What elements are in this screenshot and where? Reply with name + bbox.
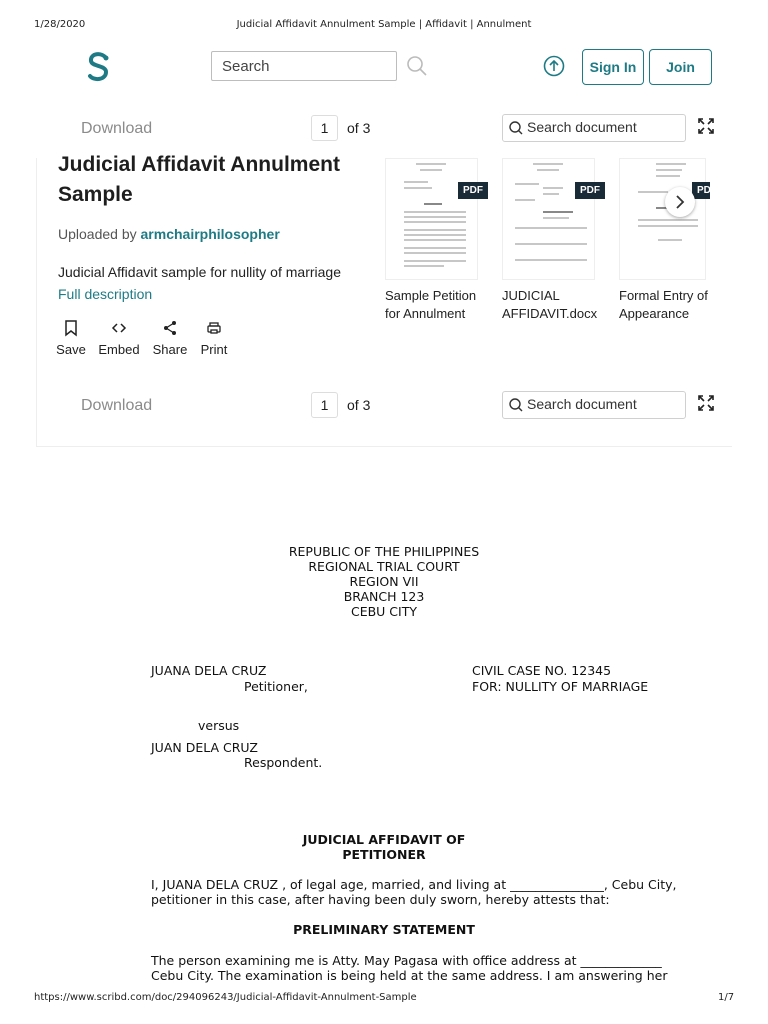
- upload-icon[interactable]: [543, 55, 565, 77]
- document-description: [58, 261, 358, 305]
- related-caption-1[interactable]: [385, 287, 495, 323]
- search-document-placeholder: Search document: [527, 119, 637, 135]
- print-label: Print: [200, 342, 228, 357]
- share-label: Share: [152, 342, 188, 357]
- full-description-link[interactable]: Full description: [58, 286, 153, 302]
- share-button[interactable]: [152, 320, 188, 357]
- scribd-logo[interactable]: [84, 50, 114, 84]
- save-button[interactable]: [56, 320, 86, 357]
- printer-icon: [207, 320, 221, 336]
- print-page-number: 1/7: [718, 992, 735, 1003]
- court-header-line: REGION VII: [349, 574, 419, 589]
- toolbar-divider: [36, 446, 732, 447]
- page-number-input[interactable]: 1: [311, 115, 338, 141]
- share-icon: [163, 320, 177, 336]
- preliminary-paragraph: [151, 953, 711, 983]
- intro-line-2: petitioner in this case, after having been duly sworn, hereby attests that:: [151, 892, 610, 907]
- petitioner-name: JUANA DELA CRUZ: [151, 663, 267, 678]
- intro-paragraph: [151, 877, 711, 907]
- print-page-title: Judicial Affidavit Annulment Sample | Affidavit | Annulment: [236, 19, 532, 30]
- download-button[interactable]: Download: [81, 120, 153, 137]
- pdf-badge-3: PDF: [692, 182, 710, 199]
- affidavit-title: [0, 832, 768, 862]
- description-text: Judicial Affidavit sample for nullity of marriage: [58, 264, 341, 280]
- uploaded-by-label: Uploaded by: [58, 226, 137, 242]
- related-caption-3-line-2: Appearance: [619, 306, 690, 321]
- preliminary-heading: PRELIMINARY STATEMENT: [293, 922, 475, 937]
- pdf-badge-2: PDF: [575, 182, 605, 199]
- prelim-line-2: Cebu City. The examination is being held at the same address. I am answering her: [151, 968, 668, 983]
- search-icon: [509, 398, 523, 412]
- court-header-line: CEBU CITY: [350, 604, 417, 619]
- related-caption-2-line-1: JUDICIAL: [502, 288, 560, 303]
- save-label: Save: [56, 342, 86, 357]
- embed-button[interactable]: [96, 320, 142, 357]
- document-title-line-1: Judicial Affidavit Annulment: [58, 153, 340, 176]
- print-url: https://www.scribd.com/doc/294096243/Judicial-Affidavit-Annulment-Sample: [34, 992, 417, 1003]
- uploaded-by: [58, 226, 280, 242]
- uploader-link[interactable]: armchairphilosopher: [140, 226, 280, 242]
- code-icon: [112, 320, 126, 336]
- case-number: CIVIL CASE NO. 12345: [472, 663, 612, 678]
- chevron-right-icon: [674, 195, 686, 209]
- document-title: [58, 150, 358, 210]
- fullscreen-icon[interactable]: [697, 394, 715, 412]
- search-document-placeholder-2: Search document: [527, 396, 637, 412]
- related-thumb-3[interactable]: [619, 158, 706, 280]
- search-icon: [509, 121, 523, 135]
- related-caption-1-line-2: for Annulment: [385, 306, 466, 321]
- related-thumb-2[interactable]: [502, 158, 595, 280]
- bookmark-icon: [65, 320, 77, 336]
- related-caption-2[interactable]: [502, 287, 612, 323]
- panel-border: [36, 158, 37, 446]
- page-number-input-2[interactable]: 1: [311, 392, 338, 418]
- respondent-name: JUAN DELA CRUZ: [151, 740, 258, 755]
- pdf-badge-1: PDF: [458, 182, 488, 199]
- embed-label: Embed: [98, 342, 140, 357]
- related-caption-1-line-1: Sample Petition: [385, 288, 477, 303]
- petitioner-role: Petitioner,: [244, 679, 308, 694]
- court-header-line: REGIONAL TRIAL COURT: [308, 559, 460, 574]
- related-caption-3-line-1: Formal Entry of: [619, 288, 708, 303]
- related-caption-3[interactable]: [619, 287, 729, 323]
- download-button-2[interactable]: Download: [81, 397, 153, 414]
- related-caption-2-line-2: AFFIDAVIT.docx: [502, 306, 598, 321]
- prelim-line-1: The person examining me is Atty. May Pagasa with office address at _____________: [151, 953, 662, 968]
- related-thumb-1[interactable]: [385, 158, 478, 280]
- search-icon[interactable]: [406, 55, 428, 77]
- court-header-line: BRANCH 123: [343, 589, 425, 604]
- print-date: 1/28/2020: [34, 19, 86, 30]
- join-button[interactable]: Join: [649, 49, 712, 85]
- carousel-next-button[interactable]: [665, 187, 695, 217]
- print-button[interactable]: [198, 320, 230, 357]
- page-count-2: of 3: [347, 397, 371, 413]
- intro-line-1: I, JUANA DELA CRUZ , of legal age, married, and living at _______________, Cebu City,: [151, 877, 677, 892]
- court-header-line: REPUBLIC OF THE PHILIPPINES: [288, 544, 480, 559]
- search-document-input-2[interactable]: [502, 391, 686, 419]
- search-input[interactable]: Search: [211, 51, 397, 81]
- affidavit-title-line-1: JUDICIAL AFFIDAVIT OF: [302, 832, 466, 847]
- search-document-input[interactable]: [502, 114, 686, 142]
- document-title-line-2: Sample: [58, 183, 133, 206]
- respondent-role: Respondent.: [244, 755, 323, 770]
- fullscreen-icon[interactable]: [697, 117, 715, 135]
- versus-text: versus: [198, 718, 240, 733]
- affidavit-title-line-2: PETITIONER: [342, 847, 426, 862]
- court-header: [0, 544, 768, 619]
- case-for: FOR: NULLITY OF MARRIAGE: [472, 679, 649, 694]
- sign-in-button[interactable]: Sign In: [582, 49, 644, 85]
- page-count: of 3: [347, 120, 371, 136]
